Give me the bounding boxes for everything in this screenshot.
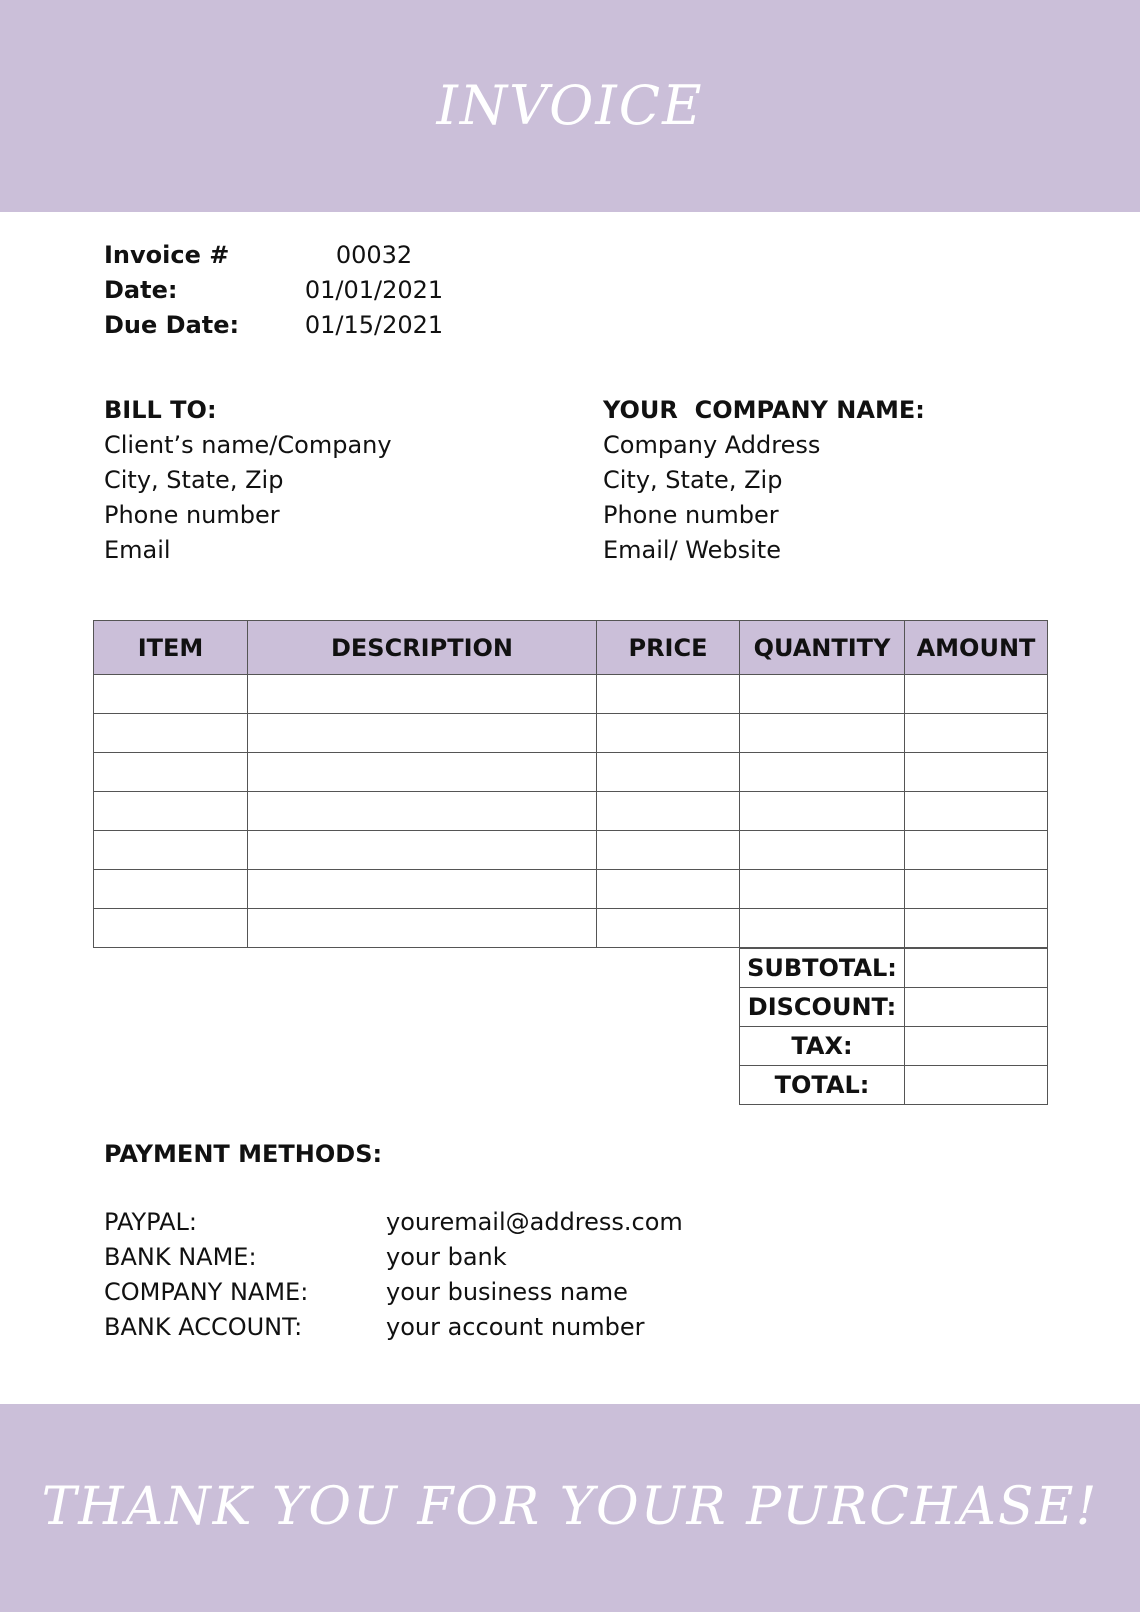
cell-price[interactable] xyxy=(597,831,740,870)
company-address: Company Address xyxy=(603,431,821,459)
payment-value: your business name xyxy=(386,1278,628,1306)
client-city: City, State, Zip xyxy=(104,466,284,494)
cell-quantity[interactable] xyxy=(740,792,905,831)
cell-item[interactable] xyxy=(94,870,248,909)
thank-you-message: THANK YOU FOR YOUR PURCHASE! xyxy=(41,1477,1099,1537)
totals-row-discount xyxy=(740,988,1048,1027)
payment-list xyxy=(104,1205,683,1345)
cell-quantity[interactable] xyxy=(740,714,905,753)
totals-row-tax xyxy=(740,1027,1048,1066)
payment-methods xyxy=(104,1137,683,1345)
company-email: Email/ Website xyxy=(603,536,781,564)
cell-price[interactable] xyxy=(597,909,740,948)
table-row xyxy=(94,753,1048,792)
cell-price[interactable] xyxy=(597,714,740,753)
payment-label: PAYPAL: xyxy=(104,1208,197,1236)
totals-row-subtotal xyxy=(740,949,1048,988)
column-header-price: PRICE xyxy=(597,621,740,675)
meta-row-invoice-number xyxy=(104,238,444,273)
payment-label: BANK NAME: xyxy=(104,1243,257,1271)
subtotal-label: SUBTOTAL: xyxy=(740,949,905,988)
column-header-item: ITEM xyxy=(94,621,248,675)
cell-amount[interactable] xyxy=(905,870,1048,909)
column-header-amount: AMOUNT xyxy=(905,621,1048,675)
due-date: 01/15/2021 xyxy=(304,311,444,339)
cell-amount[interactable] xyxy=(905,753,1048,792)
tax-label: TAX: xyxy=(740,1027,905,1066)
cell-description[interactable] xyxy=(248,870,597,909)
cell-item[interactable] xyxy=(94,753,248,792)
cell-description[interactable] xyxy=(248,792,597,831)
totals-row-total xyxy=(740,1066,1048,1105)
cell-description[interactable] xyxy=(248,831,597,870)
discount-label: DISCOUNT: xyxy=(740,988,905,1027)
cell-item[interactable] xyxy=(94,714,248,753)
cell-amount[interactable] xyxy=(905,792,1048,831)
company-city: City, State, Zip xyxy=(603,466,783,494)
payment-row-bank-account xyxy=(104,1310,683,1345)
cell-price[interactable] xyxy=(597,675,740,714)
company-block xyxy=(603,393,925,568)
payment-row-paypal xyxy=(104,1205,683,1240)
payment-title: PAYMENT METHODS: xyxy=(104,1140,383,1168)
cell-quantity[interactable] xyxy=(740,909,905,948)
table-row xyxy=(94,831,1048,870)
cell-item[interactable] xyxy=(94,909,248,948)
payment-value: your account number xyxy=(386,1313,645,1341)
cell-price[interactable] xyxy=(597,753,740,792)
cell-description[interactable] xyxy=(248,675,597,714)
table-row xyxy=(94,870,1048,909)
cell-quantity[interactable] xyxy=(740,753,905,792)
subtotal-value[interactable] xyxy=(905,949,1048,988)
meta-row-due-date xyxy=(104,308,444,343)
bill-to-title: BILL TO: xyxy=(104,396,217,424)
cell-item[interactable] xyxy=(94,792,248,831)
company-title: YOUR COMPANY NAME: xyxy=(603,396,925,424)
payment-row-company-name xyxy=(104,1275,683,1310)
invoice-meta xyxy=(104,238,444,343)
footer-banner xyxy=(0,1404,1140,1612)
bill-to-block xyxy=(104,393,392,568)
cell-price[interactable] xyxy=(597,792,740,831)
invoice-date: 01/01/2021 xyxy=(304,276,444,304)
cell-amount[interactable] xyxy=(905,675,1048,714)
header-banner xyxy=(0,0,1140,212)
items-body xyxy=(94,675,1048,948)
cell-amount[interactable] xyxy=(905,714,1048,753)
cell-quantity[interactable] xyxy=(740,831,905,870)
cell-amount[interactable] xyxy=(905,831,1048,870)
payment-label: BANK ACCOUNT: xyxy=(104,1313,303,1341)
meta-label: Date: xyxy=(104,276,178,304)
table-row xyxy=(94,714,1048,753)
cell-description[interactable] xyxy=(248,753,597,792)
client-phone: Phone number xyxy=(104,501,280,529)
meta-label: Due Date: xyxy=(104,311,240,339)
payment-row-bank-name xyxy=(104,1240,683,1275)
cell-description[interactable] xyxy=(248,714,597,753)
payment-label: COMPANY NAME: xyxy=(104,1278,309,1306)
totals-table xyxy=(739,948,1048,1105)
cell-quantity[interactable] xyxy=(740,870,905,909)
meta-row-date xyxy=(104,273,444,308)
payment-value: youremail@address.com xyxy=(386,1208,683,1236)
company-phone: Phone number xyxy=(603,501,779,529)
payment-value: your bank xyxy=(386,1243,507,1271)
total-value[interactable] xyxy=(905,1066,1048,1105)
cell-item[interactable] xyxy=(94,831,248,870)
cell-amount[interactable] xyxy=(905,909,1048,948)
client-email: Email xyxy=(104,536,171,564)
total-label: TOTAL: xyxy=(740,1066,905,1105)
table-row xyxy=(94,909,1048,948)
invoice-title: INVOICE xyxy=(436,73,704,137)
discount-value[interactable] xyxy=(905,988,1048,1027)
column-header-quantity: QUANTITY xyxy=(740,621,905,675)
table-row xyxy=(94,675,1048,714)
table-row xyxy=(94,792,1048,831)
table-header-row xyxy=(94,621,1048,675)
invoice-number: 00032 xyxy=(335,241,413,269)
items-table xyxy=(93,620,1048,948)
cell-item[interactable] xyxy=(94,675,248,714)
cell-description[interactable] xyxy=(248,909,597,948)
column-header-description: DESCRIPTION xyxy=(248,621,597,675)
cell-quantity[interactable] xyxy=(740,675,905,714)
client-name: Client’s name/Company xyxy=(104,431,392,459)
meta-label: Invoice # xyxy=(104,241,230,269)
tax-value[interactable] xyxy=(905,1027,1048,1066)
cell-price[interactable] xyxy=(597,870,740,909)
